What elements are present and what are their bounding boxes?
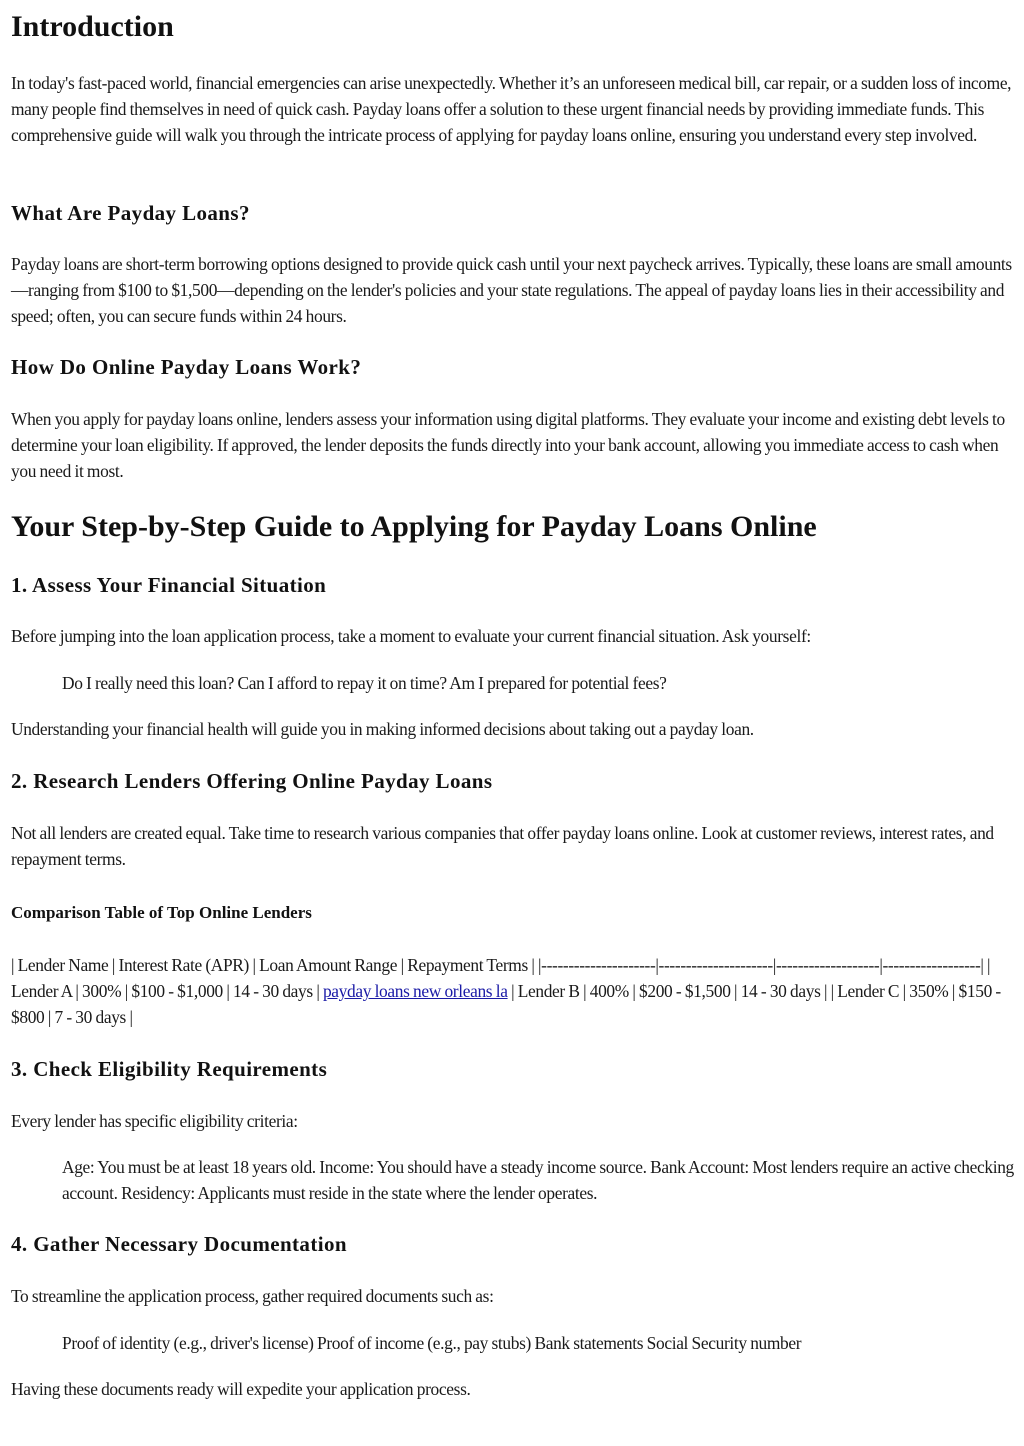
comparison-table-heading: Comparison Table of Top Online Lenders bbox=[11, 903, 312, 922]
step2-paragraph: Not all lenders are created equal. Take time to research various companies that offer payday loans online. Look at customer reviews, interest rates, and repayment terms. bbox=[11, 823, 994, 869]
how-work-paragraph: When you apply for payday loans online, lenders assess your information using digital platforms. They evaluate your income and existing debt levels to determine your loan eligibility. If approved, the lender deposits the funds directly into your bank account, allowing you immediate access to cash when you need it most. bbox=[11, 409, 1005, 481]
step2-heading: 2. Research Lenders Offering Online Payday Loans bbox=[11, 769, 493, 793]
step1-paragraph: Before jumping into the loan application process, take a moment to evaluate your current financial situation. Ask yourself: bbox=[11, 626, 811, 646]
step4-heading: 4. Gather Necessary Documentation bbox=[11, 1232, 347, 1256]
intro-paragraph: In today's fast-paced world, financial emergencies can arise unexpectedly. Whether it’s an unforeseen medical bill, car repair, or a sudden loss of income, many people find themselves in need of quick cash. Payday loans offer a solution to these urgent financial needs by providing immediate funds. This comprehensive guide will walk you through the intricate process of applying for payday loans online, ensuring you understand every step involved. bbox=[11, 73, 1012, 145]
step4-closing: Having these documents ready will expedite your application process. bbox=[11, 1379, 471, 1399]
what-are-heading: What Are Payday Loans? bbox=[11, 201, 250, 225]
step1-quote: Do I really need this loan? Can I afford to repay it on time? Am I prepared for potential fees? bbox=[62, 673, 667, 693]
what-are-paragraph: Payday loans are short-term borrowing options designed to provide quick cash until your next paycheck arrives. Typically, these loans are small amounts—ranging from $100 to $1,500—depending on the lender's policies and your state regulations. The appeal of payday loans lies in their accessibility and speed; often, you can secure funds within 24 hours. bbox=[11, 254, 1012, 326]
table-text-before: | Lender Name | Interest Rate (APR) | Loan Amount Range | Repayment Terms | |---------------------|---------------------|-------------------|------------------| | Lender A | 300% | $100 - $1,000 | 14 - 30 days | bbox=[11, 955, 991, 1001]
guide-heading: Your Step-by-Step Guide to Applying for Payday Loans Online bbox=[11, 510, 817, 543]
table-text-after: | Lender B | 400% | $200 - $1,500 | 14 - 30 days | | Lender C | 350% | $150 - $800 | 7 - 30 days | bbox=[11, 981, 1001, 1027]
payday-loans-link[interactable]: payday loans new orleans la bbox=[322, 981, 508, 1001]
step4-quote: Proof of identity (e.g., driver's license) Proof of income (e.g., pay stubs) Bank statements Social Security number bbox=[62, 1333, 802, 1353]
step3-paragraph: Every lender has specific eligibility criteria: bbox=[11, 1111, 298, 1131]
step1-heading: 1. Assess Your Financial Situation bbox=[11, 573, 327, 597]
comparison-table-text bbox=[11, 952, 1015, 1030]
intro-heading: Introduction bbox=[11, 10, 174, 43]
how-work-heading: How Do Online Payday Loans Work? bbox=[11, 355, 362, 379]
step4-paragraph: To streamline the application process, gather required documents such as: bbox=[11, 1286, 494, 1306]
step3-quote: Age: You must be at least 18 years old. Income: You should have a steady income source. Bank Account: Most lenders require an active checking account. Residency: Applicants must reside in the state where the lender operates. bbox=[62, 1157, 1014, 1203]
step3-heading: 3. Check Eligibility Requirements bbox=[11, 1057, 328, 1081]
step1-closing: Understanding your financial health will guide you in making informed decisions about taking out a payday loan. bbox=[11, 719, 754, 739]
